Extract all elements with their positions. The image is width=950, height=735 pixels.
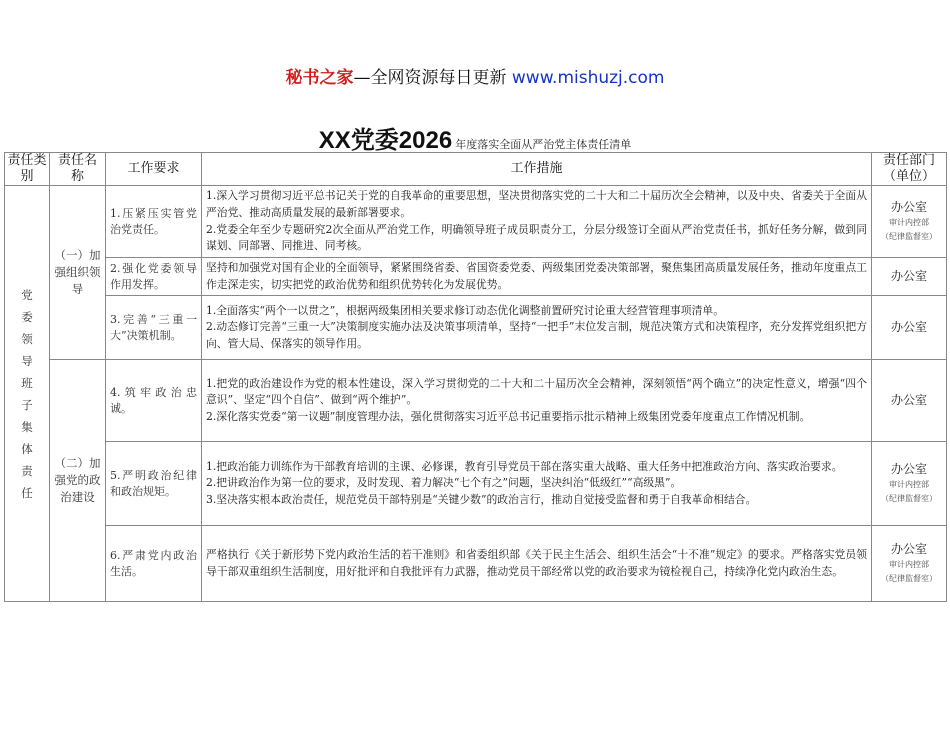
measure-item: 3.坚决落实根本政治责任，规范党员干部特别是“关键少数”的政治言行，推动自觉接受监督和勇于自我革命相结合。 [206,492,757,506]
header-department: 责任部门（单位） [872,153,947,186]
department-cell [872,442,947,526]
banner-brand: 秘书之家 [285,68,354,88]
measure-item: 严格执行《关于新形势下党内政治生活的若干准则》和省委组织部《关于民主生活会、组织生活会“十不准”规定》的要求。严格落实党员领导干部双重组织生活制度，用好批评和自我批评有力武器，推动党员干部经常以党的政治要求为镜检视自己，持续净化党内政治生态。 [206,548,867,578]
requirement-cell: 1.压紧压实管党治党责任。 [106,186,202,258]
requirement-cell: 6.严肃党内政治生活。 [106,526,202,602]
department-main: 办公室 [890,462,927,477]
measure-item: 2.党委全年至少专题研究2次全面从严治党工作，明确领导班子成员职责分工，分层分级签订全面从严治党责任书，抓好任务分解，做到同谋划、同部署、同推进、同考核。 [206,222,867,253]
measure-item: 1.深入学习贯彻习近平总书记关于党的自我革命的重要思想，坚决贯彻落实党的二十大和二十届历次全会精神，以及中央、省委关于全面从严治党、推动高质量发展的最新部署要求。 [206,189,867,219]
department-sub: 审计内控部 [889,560,929,570]
measure-item: 坚持和加强党对国有企业的全面领导，紧紧围绕省委、省国资委党委、两级集团党委决策部署，聚焦集团高质量发展任务，推动年度重点工作走深走实，切实把党的政治优势和组织优势转化为发展优势。 [206,261,867,291]
measures-cell [202,526,872,602]
responsibility-table [4,152,947,602]
department-main: 办公室 [890,542,927,557]
department-sub: 审计内控部 [889,218,929,227]
department-cell [872,296,947,360]
category-cell [5,186,50,602]
table-header-row [5,153,947,186]
department-sub: 审计内控部 [889,480,929,490]
department-sub: （纪律监督室） [881,574,937,584]
table-row [5,296,947,360]
department-main: 办公室 [890,320,927,335]
header-measures: 工作措施 [202,153,872,186]
document-title [0,120,950,155]
title-suffix: 年度落实全面从严治党主体责任清单 [455,138,632,151]
category-text: 党委领导班子集体责任 [21,287,33,500]
measure-item: 2.深化落实党委“第一议题”制度管理办法，强化贯彻落实习近平总书记重要指示批示精神上级集团党委年度重点工作情况机制。 [206,409,811,423]
department-main: 办公室 [890,200,927,214]
measure-item: 1.把党的政治建设作为党的根本性建设，深入学习贯彻党的二十大和二十届历次全会精神，深刻领悟“两个确立”的决定性意义，增强“四个意识”、坚定“四个自信”、做到“两个维护”。 [206,376,867,407]
banner-url-link[interactable]: www.mishuzj.com [511,68,665,88]
requirement-cell: 5.严明政治纪律和政治规矩。 [106,442,202,526]
department-cell [872,258,947,296]
site-banner [0,66,950,90]
department-cell [872,526,947,602]
requirement-cell: 2.强化党委领导作用发挥。 [106,258,202,296]
department-main: 办公室 [890,269,927,284]
measures-cell [202,442,872,526]
header-requirement: 工作要求 [106,153,202,186]
measure-item: 1.把政治能力训练作为干部教育培训的主课、必修课，教育引导党员干部在落实重大战略、重大任务中把准政治方向、落实政治要求。 [206,459,843,473]
department-sub: （纪律监督室） [881,494,937,504]
department-main: 办公室 [890,393,927,408]
table-row [5,186,947,258]
group-name-cell: （二）加强党的政治建设 [50,360,106,602]
measure-item: 2.动态修订完善“三重一大”决策制度实施办法及决策事项清单，坚持“一把手”末位发言制，规范决策方式和决策程序，充分发挥党组织把方向、管大局、保落实的领导作用。 [206,320,867,350]
measure-item: 2.把讲政治作为第一位的要求，及时发现、着力解决“七个有之”问题，坚决纠治“低级红”“高级黑”。 [206,476,682,490]
table-row [5,526,947,602]
header-category: 责任类别 [5,153,50,186]
measures-cell [202,258,872,296]
banner-tagline: —全网资源每日更新 [353,68,512,88]
department-cell [872,186,947,258]
requirement-cell: 3.完善“三重一大”决策机制。 [106,296,202,360]
title-main: XX党委2026 [318,127,453,154]
measures-cell [202,186,872,258]
header-name: 责任名称 [50,153,106,186]
measure-item: 1.全面落实“两个一以贯之”，根据两级集团相关要求修订动态优化调整前置研究讨论重大经营管理事项清单。 [206,303,724,317]
table-row [5,360,947,442]
measures-cell [202,360,872,442]
group-name-cell: （一）加强组织领导 [50,186,106,360]
table-row [5,442,947,526]
measures-cell [202,296,872,360]
table-row [5,258,947,296]
department-cell [872,360,947,442]
department-sub: （纪律监督室） [881,232,937,241]
requirement-cell: 4.筑牢政治忠诚。 [106,360,202,442]
